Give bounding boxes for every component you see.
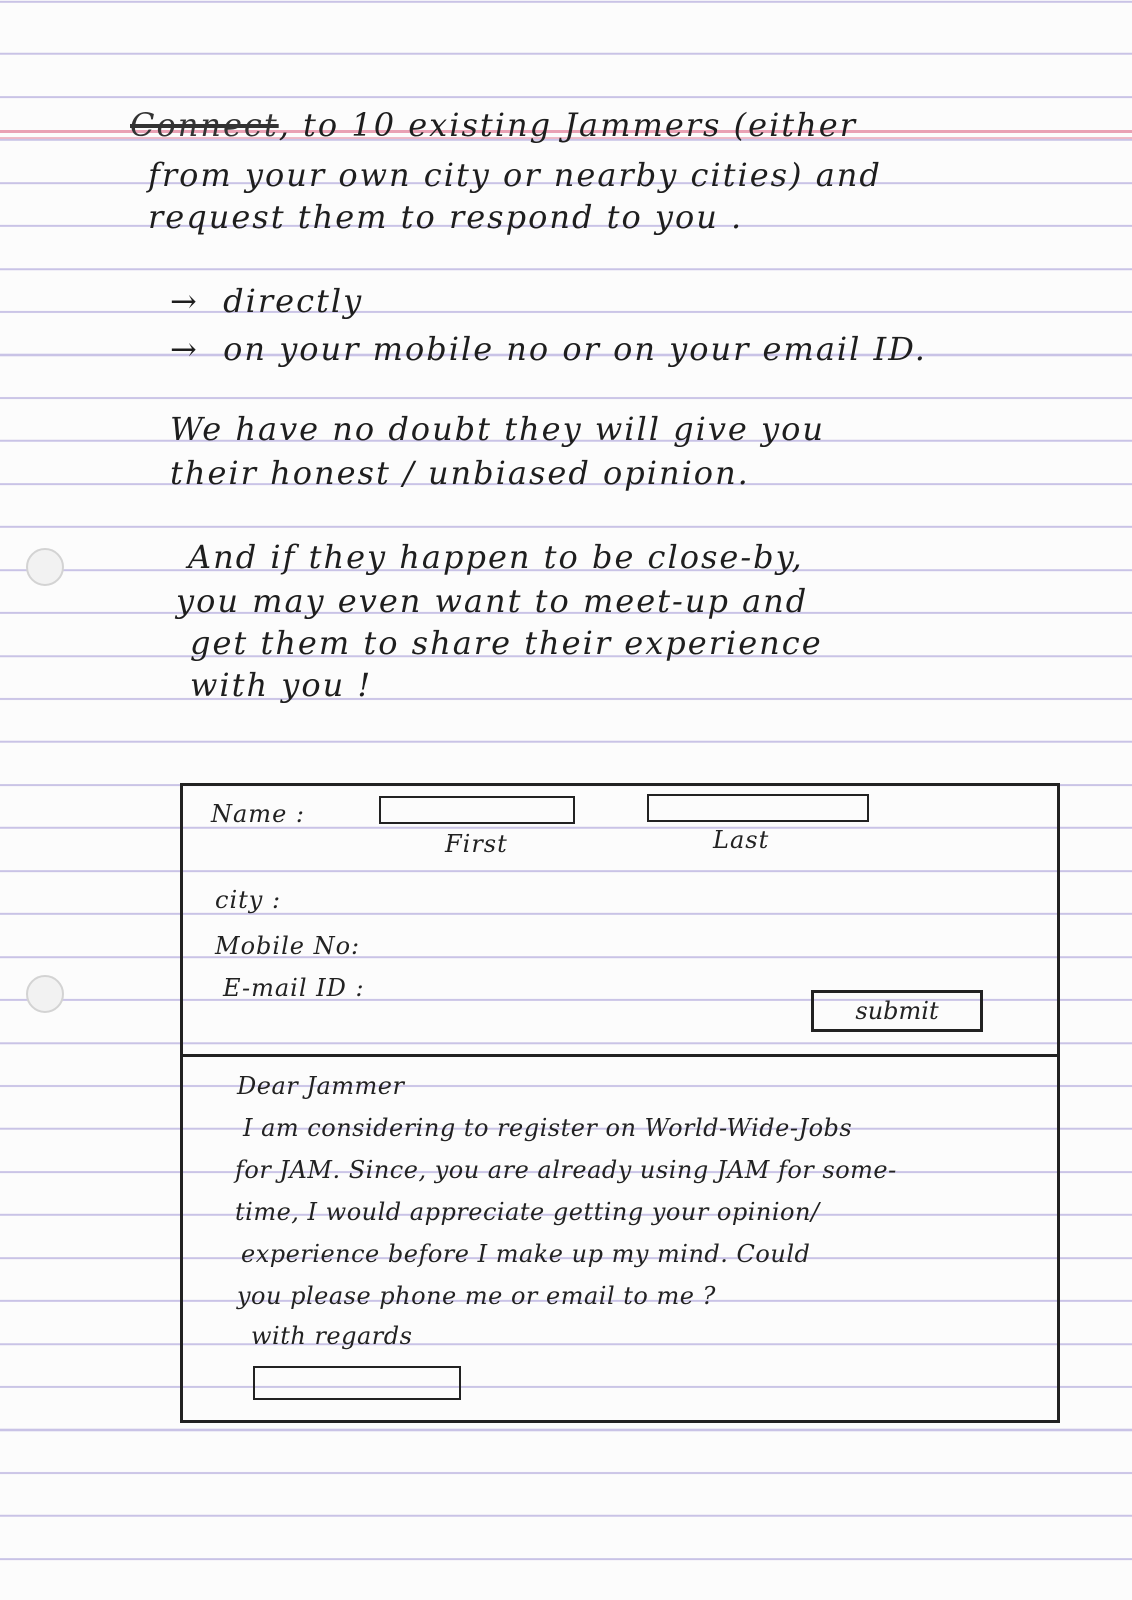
form-divider bbox=[183, 1054, 1057, 1057]
arrow-icon: → bbox=[170, 330, 199, 368]
bullet-1: → directly bbox=[170, 282, 364, 320]
last-name-field[interactable] bbox=[647, 794, 869, 822]
mobile-label: Mobile No: bbox=[215, 932, 361, 960]
message-line-3: time, I would appreciate getting your opinion/ bbox=[235, 1198, 820, 1226]
submit-button[interactable]: submit bbox=[811, 990, 983, 1032]
message-salutation: Dear Jammer bbox=[237, 1072, 405, 1100]
para3-line-2: you may even want to meet-up and bbox=[176, 582, 809, 620]
punch-hole-top bbox=[26, 548, 64, 586]
para2-line-1: We have no doubt they will give you bbox=[170, 410, 825, 448]
para3-line-4: with you ! bbox=[190, 666, 373, 704]
intro-line-1: Connect, to 10 existing Jammers (either bbox=[130, 106, 857, 144]
message-line-1: I am considering to register on World-Wide-Jobs bbox=[243, 1114, 853, 1142]
intro-line-2: from your own city or nearby cities) and bbox=[148, 156, 882, 194]
signature-field[interactable] bbox=[253, 1366, 461, 1400]
para3-line-1: And if they happen to be close-by, bbox=[188, 538, 804, 576]
first-caption: First bbox=[445, 830, 508, 858]
para3-line-3: get them to share their experience bbox=[190, 624, 823, 662]
contact-form-sketch bbox=[180, 783, 1060, 1423]
message-line-5: you please phone me or email to me ? bbox=[237, 1282, 716, 1310]
punch-hole-bottom bbox=[26, 975, 64, 1013]
struck-word: Connect bbox=[130, 106, 279, 144]
arrow-icon: → bbox=[170, 282, 199, 320]
name-label: Name : bbox=[211, 800, 305, 828]
intro-line-3: request them to respond to you . bbox=[148, 198, 744, 236]
email-label: E-mail ID : bbox=[223, 974, 365, 1002]
message-line-2: for JAM. Since, you are already using JAM for some- bbox=[235, 1156, 897, 1184]
city-label: city : bbox=[215, 886, 282, 914]
para2-line-2: their honest / unbiased opinion. bbox=[170, 454, 750, 492]
last-caption: Last bbox=[713, 826, 770, 854]
first-name-field[interactable] bbox=[379, 796, 575, 824]
message-closing: with regards bbox=[251, 1322, 413, 1350]
message-line-4: experience before I make up my mind. Could bbox=[241, 1240, 811, 1268]
bullet-2: → on your mobile no or on your email ID. bbox=[170, 330, 927, 368]
